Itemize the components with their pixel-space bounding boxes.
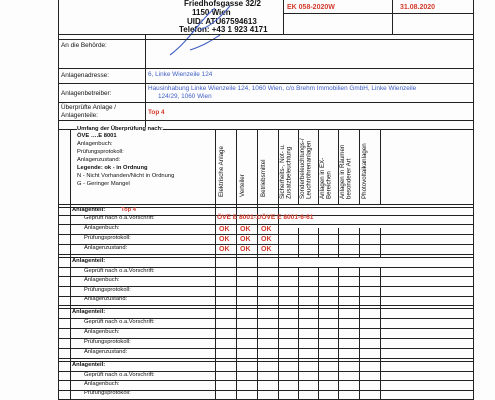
reference-number: EK 058-2020W (287, 4, 335, 11)
column-elektrische-anlage: Elektrische Anlage (218, 146, 225, 197)
header-address: Friedhofsgasse 32/2 (184, 0, 261, 8)
ok-mark: OK (219, 226, 230, 233)
operator-value-line2: 124/29, 1060 Wien (158, 93, 212, 100)
ok-mark: OK (219, 246, 230, 253)
operator-value-line1: Hausinhabung Linke Wienzeile 124, 1060 Wien, c/o Brehm Immobilien GmbH, Linke Wienzeile (148, 85, 417, 92)
checked-value: Top 4 (148, 109, 165, 116)
section1-norm-label: Geprüft nach o.a.Vorschrift: (84, 215, 155, 221)
section2-norm-label: Geprüft nach o.a.Vorschrift: (84, 268, 155, 274)
column-photovoltaik: Photovoltaikanlagen (361, 143, 368, 199)
operator-label: Anlagenbetreiber: (61, 90, 112, 97)
section3-row-book: Anlagenbuch: (84, 329, 120, 335)
scope-row-book: Anlagenbuch: (77, 141, 113, 147)
ok-mark: OK (261, 246, 272, 253)
ok-mark: OK (240, 226, 251, 233)
section2-row-book: Anlagenbuch: (84, 277, 120, 283)
scope-title: Umfang der Überprüfung nach: (77, 126, 163, 132)
section4-title: Anlagenteil: (72, 362, 106, 368)
scope-row-state: Anlagenzustand: (77, 157, 121, 163)
checked-label-line1: Überprüfte Anlage / (61, 104, 117, 111)
column-sicherheitsbeleuchtung: Sicherheits-, Not- u. Zusatzbeleuchtung (279, 144, 293, 199)
authority-label: An die Behörde: (61, 42, 107, 49)
ok-mark: OK (261, 236, 272, 243)
checked-label-line2: Anlagenteile: (61, 112, 98, 119)
section1-row-protocol: Prüfungsprotokoll: (84, 235, 131, 241)
legend-g: G - Geringer Mangel (77, 181, 130, 187)
column-betriebsmittel: Betriebsmittel (260, 159, 267, 197)
legend-n: N - Nicht Vorhanden/Nicht in Ordnung (77, 173, 175, 179)
address-value: 6, Linke Wienzeile 124 (148, 71, 213, 78)
section3-row-state: Anlagenzustand: (84, 349, 128, 355)
section2-row-protocol: Prüfungsprotokoll: (84, 287, 131, 293)
header-phone: Telefon: +43 1 923 4171 (179, 25, 268, 34)
column-sonderbeleuchtung: Sonderbeleuchtungs-/ Leuchtröhrenanlagen (299, 138, 313, 199)
ok-mark: OK (240, 246, 251, 253)
scope-norm: ÖVE ….E 8001 (77, 133, 117, 139)
section4-norm-label: Geprüft nach o.a.Vorschrift: (84, 372, 155, 378)
section1-row-state: Anlagenzustand: (84, 245, 128, 251)
legend-ok: Legende: ok - in Ordnung (77, 165, 148, 171)
column-raeume-besonderer-art: Anlagen in Räumen besonderer Art (339, 144, 353, 199)
scope-row-protocol: Prüfungsprotokoll: (77, 149, 124, 155)
column-verteiler: Verteiler (239, 174, 246, 197)
ok-mark: OK (240, 236, 251, 243)
ok-mark: OK (261, 226, 272, 233)
section1-value: Top 4 (121, 207, 137, 213)
section3-norm-label: Geprüft nach o.a.Vorschrift: (84, 319, 155, 325)
section1-row-book: Anlagenbuch: (84, 225, 120, 231)
report-date: 31.08.2020 (400, 4, 436, 11)
section4-row-book: Anlagenbuch: (84, 381, 120, 387)
section3-title: Anlagenteil: (72, 309, 106, 315)
header-city: 1150 Wien (192, 8, 231, 17)
signature-scribble (160, 0, 250, 60)
section3-row-protocol: Prüfungsprotokoll: (84, 339, 131, 345)
column-ex-bereiche: Anlagen in EX-Bereichen (319, 157, 333, 199)
ok-mark: OK (219, 236, 230, 243)
section1-norm-value: ÖVE E 8001-1/ÖVE E 8001-6-61 (217, 214, 314, 221)
section2-row-state: Anlagenzustand: (84, 296, 128, 302)
address-label: Anlagenadresse: (61, 72, 109, 79)
section2-title: Anlagenteil: (72, 258, 106, 264)
header-uid: UID: ATU67594613 (187, 17, 257, 26)
section4-row-protocol: Prüfungsprotokoll: (84, 390, 131, 396)
section1-title: Anlagenteil: (72, 207, 106, 213)
